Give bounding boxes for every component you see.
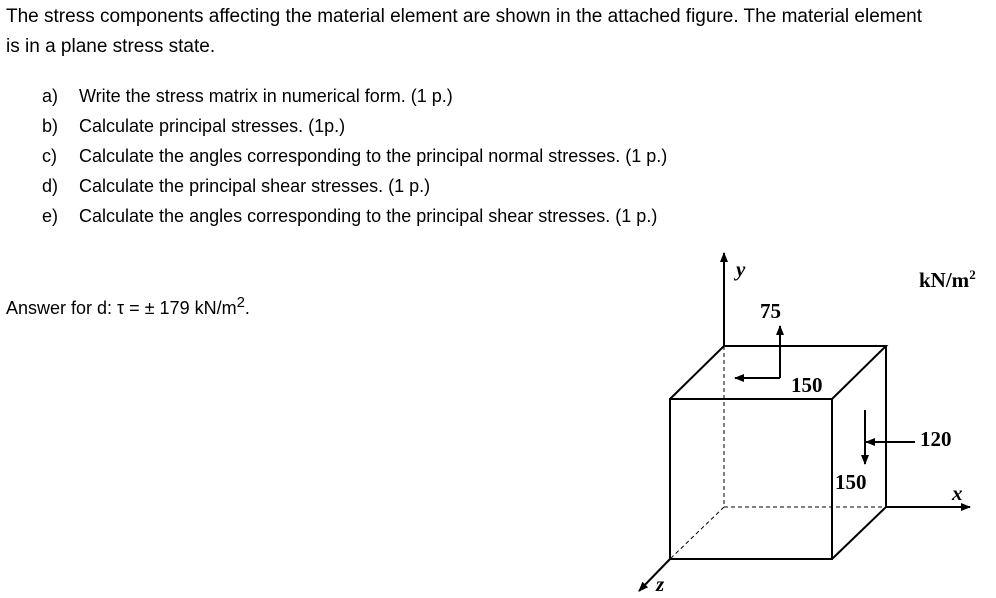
right-normal-stress-value: 120 (920, 427, 952, 451)
z-axis (639, 559, 670, 591)
y-axis-label: y (736, 257, 746, 281)
top-normal-stress-value: 75 (760, 299, 781, 323)
task-text: Write the stress matrix in numerical form. (1 p.) (79, 86, 453, 106)
task-label: d) (42, 176, 59, 196)
units-exponent: 2 (969, 267, 976, 282)
problem-intro: The stress components affecting the material element are shown in the attached figure. The material element is in a plane stress state. (6, 6, 923, 57)
cube-front-face (670, 399, 832, 559)
answer-value: Answer for d: τ = ± 179 kN/m (6, 298, 237, 318)
units-label (919, 267, 976, 292)
units-text: kN/m (919, 268, 970, 292)
answer-suffix: . (244, 298, 250, 318)
right-shear-stress-value: 150 (835, 470, 867, 494)
cube-right-face (832, 346, 886, 559)
z-axis-label: z (656, 572, 665, 596)
task-text: Calculate principal stresses. (1p.) (79, 116, 346, 136)
task-text: Calculate the principal shear stresses. (1 p.) (79, 176, 431, 196)
task-label: e) (42, 206, 59, 226)
task-label: a) (42, 86, 59, 106)
answer-unit-exponent: 2 (236, 294, 245, 311)
task-label: b) (42, 116, 59, 136)
task-text: Calculate the angles corresponding to the principal shear stresses. (1 p.) (79, 206, 658, 226)
task-label: c) (42, 146, 57, 166)
cube-top-face (670, 346, 886, 399)
top-shear-stress-value: 150 (791, 373, 823, 397)
x-axis-label: x (952, 481, 963, 505)
task-text: Calculate the angles corresponding to the principal normal stresses. (1 p.) (79, 146, 668, 166)
